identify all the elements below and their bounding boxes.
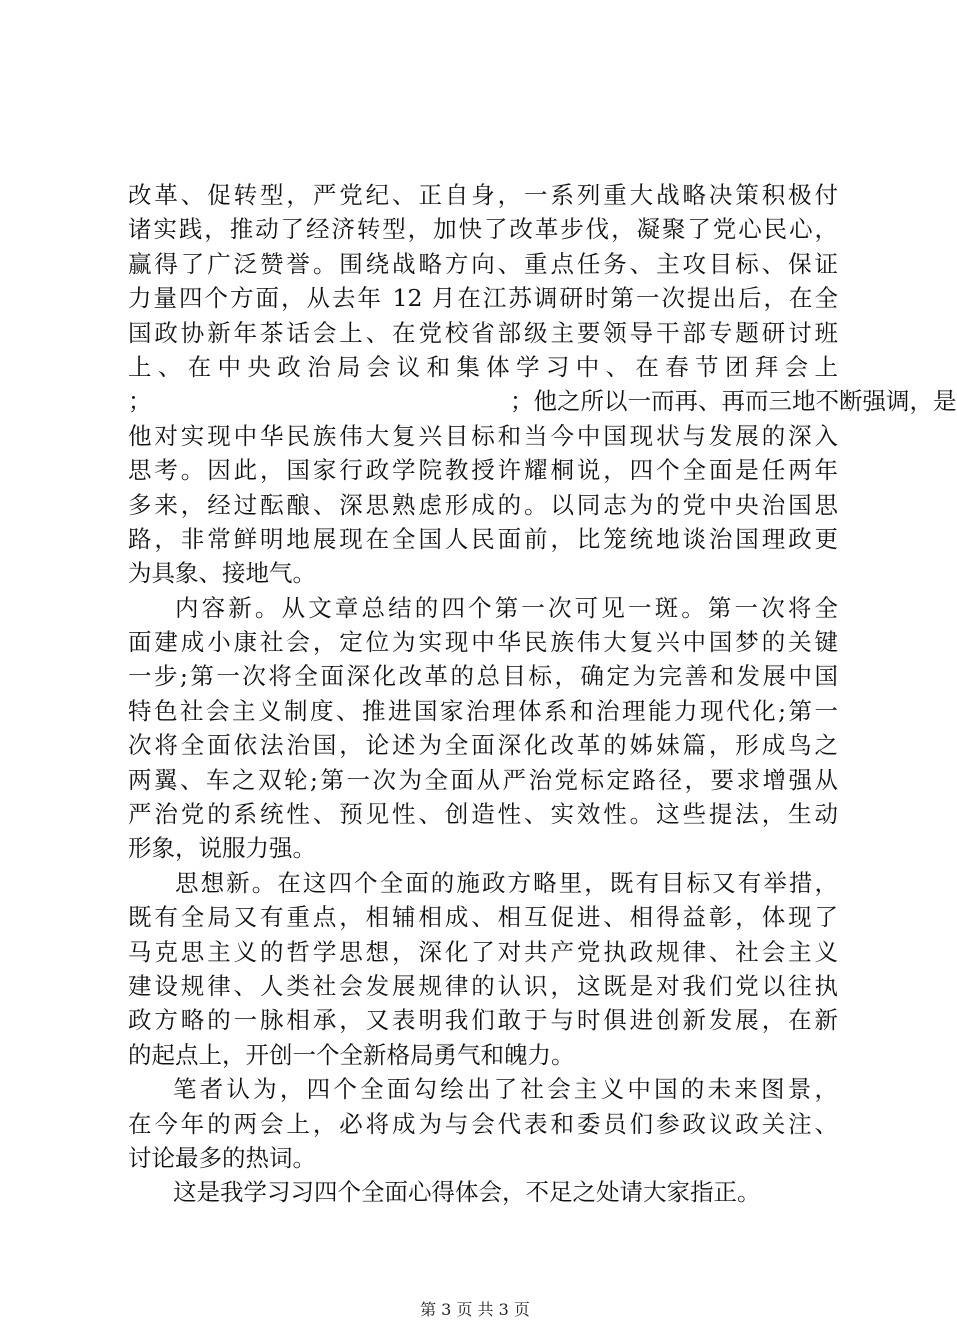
paragraph-start-line: 这是我学习习四个全面心得体会，不足之处请大家指正。 xyxy=(173,1178,761,1207)
body-line: 建设规律、人类社会发展规律的认识，这既是对我们党以往执 xyxy=(128,971,838,1000)
body-line: 赢得了广泛赞誉。围绕战略方向、重点任务、主攻目标、保证 xyxy=(128,249,838,278)
body-line: 面建成小康社会，定位为实现中华民族伟大复兴中国梦的关键 xyxy=(128,628,838,657)
body-line: 次将全面依法治国，论述为全面深化改革的姊妹篇，形成鸟之 xyxy=(128,731,838,760)
body-line: 既有全局又有重点，相辅相成、相互促进、相得益彰，体现了 xyxy=(128,903,838,932)
body-line: 他对实现中华民族伟大复兴目标和当今中国现状与发展的深入 xyxy=(128,421,838,450)
body-line: 两翼、车之双轮;第一次为全面从严治党标定路径，要求增强从 xyxy=(128,765,838,794)
body-line: 国政协新年茶话会上、在党校省部级主要领导干部专题研讨班 xyxy=(128,318,838,347)
body-line: 讨论最多的热词。 xyxy=(128,1143,316,1172)
body-line: 政方略的一脉相承，又表明我们敢于与时俱进创新发展，在新 xyxy=(128,1006,838,1035)
body-line: 为具象、接地气。 xyxy=(128,559,316,588)
body-line: 的起点上，开创一个全新格局勇气和魄力。 xyxy=(128,1040,575,1069)
body-line: ； ；他之所以一而再、再而三地不断强调，是 xyxy=(128,387,957,416)
paragraph-start-line: 思想新。在这四个全面的施政方略里，既有目标又有举措， xyxy=(175,868,838,897)
page-number-footer: 第 3 页 共 3 页 xyxy=(420,1300,530,1319)
body-line: 力量四个方面，从去年 12 月在江苏调研时第一次提出后，在全 xyxy=(128,284,838,313)
body-line: 改革、促转型，严党纪、正自身，一系列重大战略决策积极付 xyxy=(128,181,838,209)
document-body xyxy=(128,178,957,1210)
body-line: 马克思主义的哲学思想，深化了对共产党执政规律、社会主义 xyxy=(128,937,838,966)
body-line: 严治党的系统性、预见性、创造性、实效性。这些提法，生动 xyxy=(128,800,838,829)
body-line: 上、在中央政治局会议和集体学习中、在春节团拜会上 xyxy=(128,352,838,381)
body-line: 思考。因此，国家行政学院教授许耀桐说，四个全面是任两年 xyxy=(128,456,838,485)
body-line: 路，非常鲜明地展现在全国人民面前，比笼统地谈治国理政更 xyxy=(128,524,838,553)
body-line: 一步;第一次将全面深化改革的总目标，确定为完善和发展中国 xyxy=(128,662,838,691)
body-line: 诸实践，推动了经济转型，加快了改革步伐，凝聚了党心民心， xyxy=(128,215,838,244)
body-line: 形象，说服力强。 xyxy=(128,834,316,863)
paragraph-start-line: 内容新。从文章总结的四个第一次可见一斑。第一次将全 xyxy=(175,593,838,622)
body-line: 多来，经过酝酿、深思熟虑形成的。以同志为的党中央治国思 xyxy=(128,490,838,519)
body-line: 特色社会主义制度、推进国家治理体系和治理能力现代化;第一 xyxy=(128,696,838,725)
body-line: 在今年的两会上，必将成为与会代表和委员们参政议政关注、 xyxy=(128,1109,838,1138)
paragraph-start-line: 笔者认为，四个全面勾绘出了社会主义中国的未来图景， xyxy=(173,1075,838,1104)
